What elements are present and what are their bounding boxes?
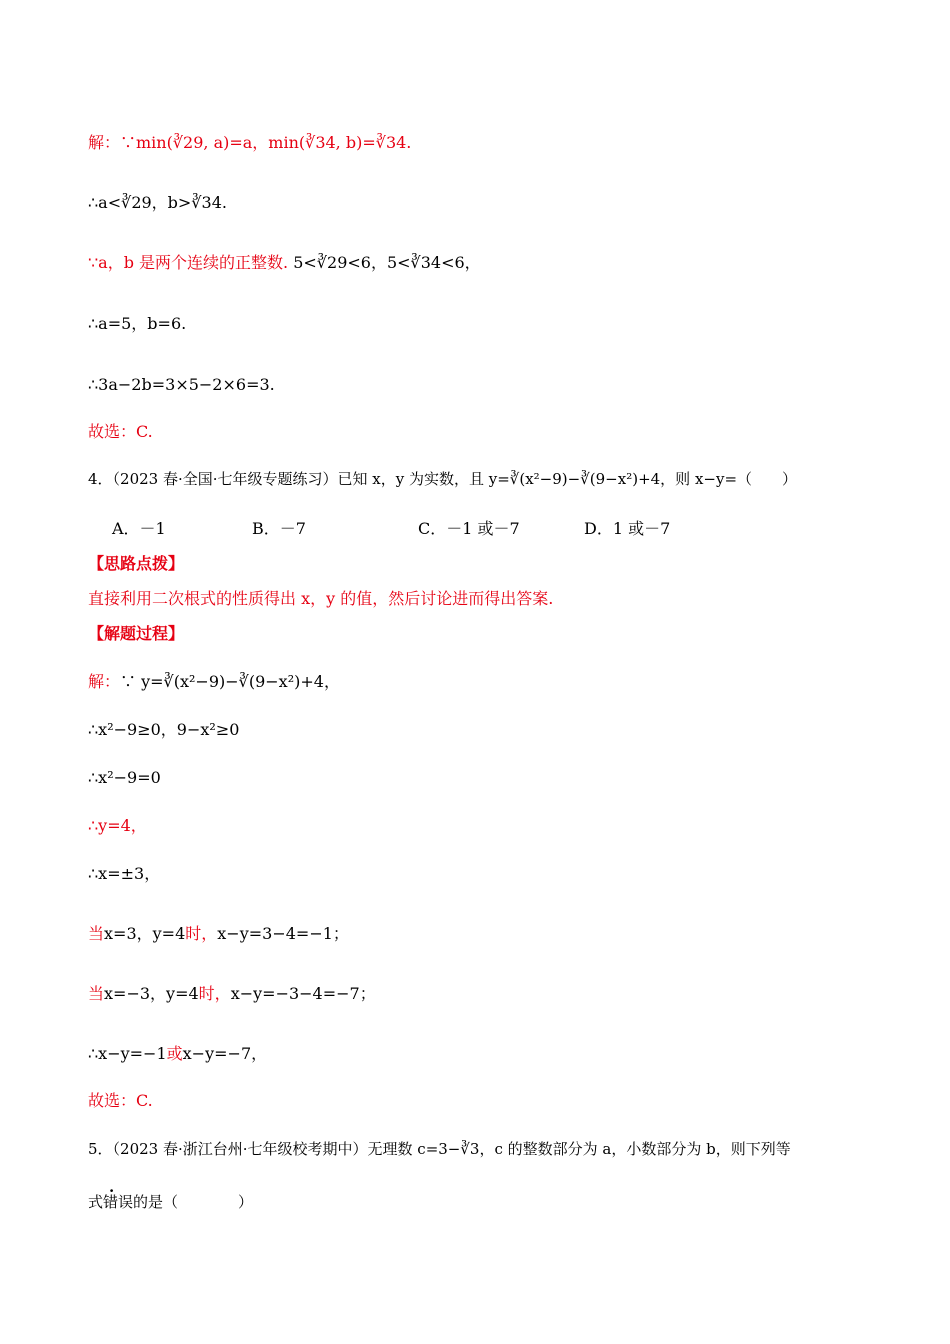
q4-step-8-or: 或 xyxy=(166,1044,183,1063)
q4-step-7 xyxy=(88,982,376,1006)
q3-solution-line-4: ∴a=5，b=6. xyxy=(88,314,187,333)
q4-option-d: D．1 或－7 xyxy=(584,519,671,538)
q5-question-line-2 xyxy=(88,1190,253,1214)
q4-option-c: C．－1 或－7 xyxy=(418,519,520,538)
q3-answer: 故选：C. xyxy=(88,422,153,441)
q4-step-3: ∴x²−9=0 xyxy=(88,768,161,787)
q4-answer: 故选：C. xyxy=(88,1091,153,1110)
q4-step-8-second: x−y=−7， xyxy=(182,1044,268,1063)
q3-solution-line-1: 解：∵min(∛29, a)=a，min(∛34, b)=∛34. xyxy=(88,133,412,152)
q4-option-a: A．－1 xyxy=(112,519,166,538)
q4-step-1-prefix: 解： xyxy=(88,672,121,691)
q4-step-7-then: 时， xyxy=(198,984,231,1003)
q4-step-1-math: ∵ y=∛(x²−9)−∛(9−x²)+4， xyxy=(120,672,340,691)
q4-step-8 xyxy=(88,1042,267,1066)
q4-step-2: ∴x²−9≥0，9−x²≥0 xyxy=(88,720,240,739)
q3-consecutive-text: ∵a，b 是两个连续的正整数. xyxy=(88,253,289,272)
q4-step-1 xyxy=(88,670,340,694)
q4-hint-text: 直接利用二次根式的性质得出 x，y 的值，然后讨论进而得出答案. xyxy=(88,589,554,608)
q4-step-4: ∴y=4， xyxy=(88,816,147,835)
q5-text-c: 的是（ ） xyxy=(133,1193,254,1211)
q4-step-7-result: x−y=−3−4=−7； xyxy=(230,984,376,1003)
q5-question-line-1: 5．（2023 春·浙江台州·七年级校考期中）无理数 c=3−∛3，c 的整数部分为 a，小数部分为 b，则下列等 xyxy=(88,1140,791,1158)
q3-solution-line-5: ∴3a−2b=3×5−2×6=3. xyxy=(88,375,275,394)
q4-step-5: ∴x=±3， xyxy=(88,864,161,883)
q4-step-6-result: x−y=3−4=−1； xyxy=(217,924,349,943)
q4-step-8-first: ∴x−y=−1 xyxy=(88,1044,167,1063)
q5-emphasis-wrong: 错误 xyxy=(103,1193,134,1211)
q4-step-7-when: 当 xyxy=(88,984,105,1003)
q4-process-title: 【解题过程】 xyxy=(88,624,185,643)
q4-step-6 xyxy=(88,922,349,946)
q4-step-6-cond: x=3，y=4 xyxy=(104,924,186,943)
q3-solution-line-3 xyxy=(88,251,481,275)
q4-option-b: B．－7 xyxy=(252,519,306,538)
q4-step-6-when: 当 xyxy=(88,924,105,943)
q4-step-6-then: 时， xyxy=(185,924,218,943)
q4-step-7-cond: x=−3，y=4 xyxy=(104,984,199,1003)
q4-question: 4．（2023 春·全国·七年级专题练习）已知 x，y 为实数，且 y=∛(x²−9)−∛(9−x²)+4，则 x−y=（ ） xyxy=(88,470,798,488)
q3-bounds: 5<∛29<6，5<∛34<6， xyxy=(288,253,481,272)
q3-solution-line-2: ∴a<∛29，b>∛34. xyxy=(88,193,227,212)
q5-text-a: 式 xyxy=(88,1193,104,1211)
q4-hint-title: 【思路点拨】 xyxy=(88,554,185,573)
